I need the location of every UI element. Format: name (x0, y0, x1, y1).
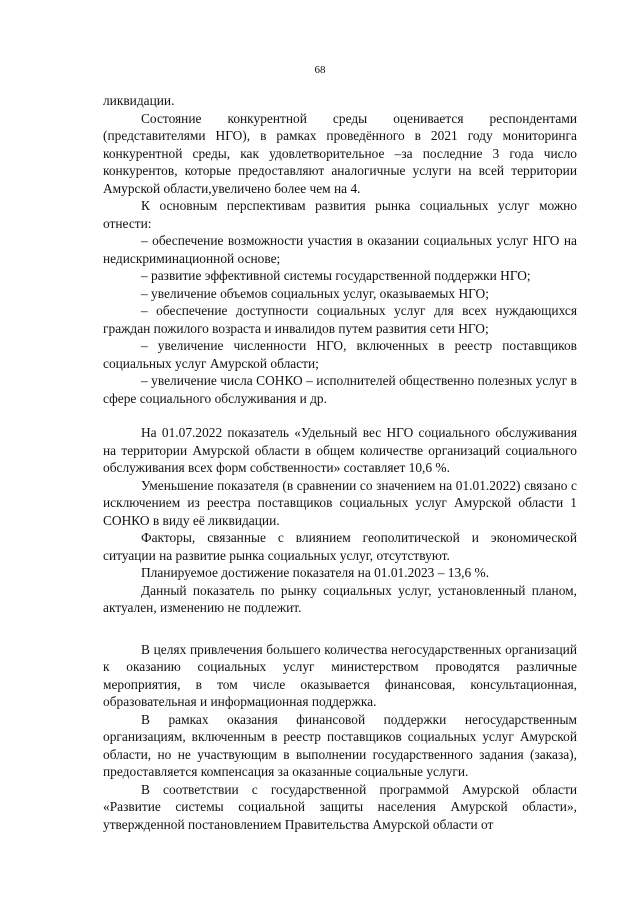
list-item-participation: – обеспечение возможности участия в оказании социальных услуг НГО на недискриминационной основе; (103, 233, 577, 266)
paragraph-support-measures: В целях привлечения большего количества негосударственных организаций к оказанию социальных услуг министерством проводятся различные мероприятия, в том числе оказывается финансовая, консультационная, образовательная и информационная поддержка. (103, 641, 577, 709)
paragraph-planned-value: Планируемое достижение показателя на 01.01.2023 – 13,6 %. (141, 565, 490, 580)
list-item-service-volume: – увеличение объемов социальных услуг, оказываемых НГО; (141, 285, 489, 301)
page-number: 68 (314, 64, 326, 76)
list-item-support-system: – развитие эффективной системы государственной поддержки НГО; (141, 268, 531, 283)
list-item-registry-growth: – увеличение численности НГО, включенных в реестр поставщиков социальных услуг Амурской области; (103, 338, 577, 371)
paragraph-indicator-value: На 01.07.2022 показатель «Удельный вес НГО социального обслуживания на территории Амурской области в общем количестве организаций социального обслуживания всех форм собственности» составляет 10,6 %. (103, 425, 577, 475)
paragraph-liquidation: ликвидации. (103, 93, 175, 108)
list-item-accessibility: – обеспечение доступности социальных услуг для всех нуждающихся граждан пожилого возраста и инвалидов путем развития сети НГО; (103, 303, 577, 336)
paragraph-factors: Факторы, связанные с влиянием геополитической и экономической ситуации на развитие рынка социальных услуг, отсутствуют. (103, 530, 577, 563)
paragraph-state-program: В соответствии с государственной программой Амурской области «Развитие системы социальной защиты населения Амурской области», утвержденной постановлением Правительства Амурской области от (103, 781, 577, 832)
paragraph-indicator-decrease: Уменьшение показателя (в сравнении со значением на 01.01.2022) связано с исключением из реестра поставщиков социальных услуг Амурской области 1 СОНКО в виду её ликвидации. (103, 477, 577, 528)
paragraph-financial-support: В рамках оказания финансовой поддержки негосударственным организациям, включенным в реестр поставщиков социальных услуг Амурской области, но не участвующим в выполнении государственного задания (заказа), предоставляется компенсация за оказанные социальные услуги. (103, 711, 577, 779)
paragraph-competitive-environment: Состояние конкурентной среды оценивается респондентами (представителями НГО), в рамках проведённого в 2021 году мониторинга конкурентной среды, как удовлетворительное –за последние 3 года число конкурентов, которые предоставляют аналогичные услуги на всей территории Амурской области,увеличено более чем на 4. (103, 110, 577, 196)
document-body (103, 92, 577, 833)
paragraph-prospects-intro: К основным перспективам развития рынка социальных услуг можно отнести: (103, 198, 577, 231)
list-item-sonko-growth: – увеличение числа СОНКО – исполнителей общественно полезных услуг в сфере социального обслуживания и др. (103, 373, 577, 406)
paragraph-indicator-actual: Данный показатель по рынку социальных услуг, установленный планом, актуален, изменению не подлежит. (103, 582, 577, 615)
